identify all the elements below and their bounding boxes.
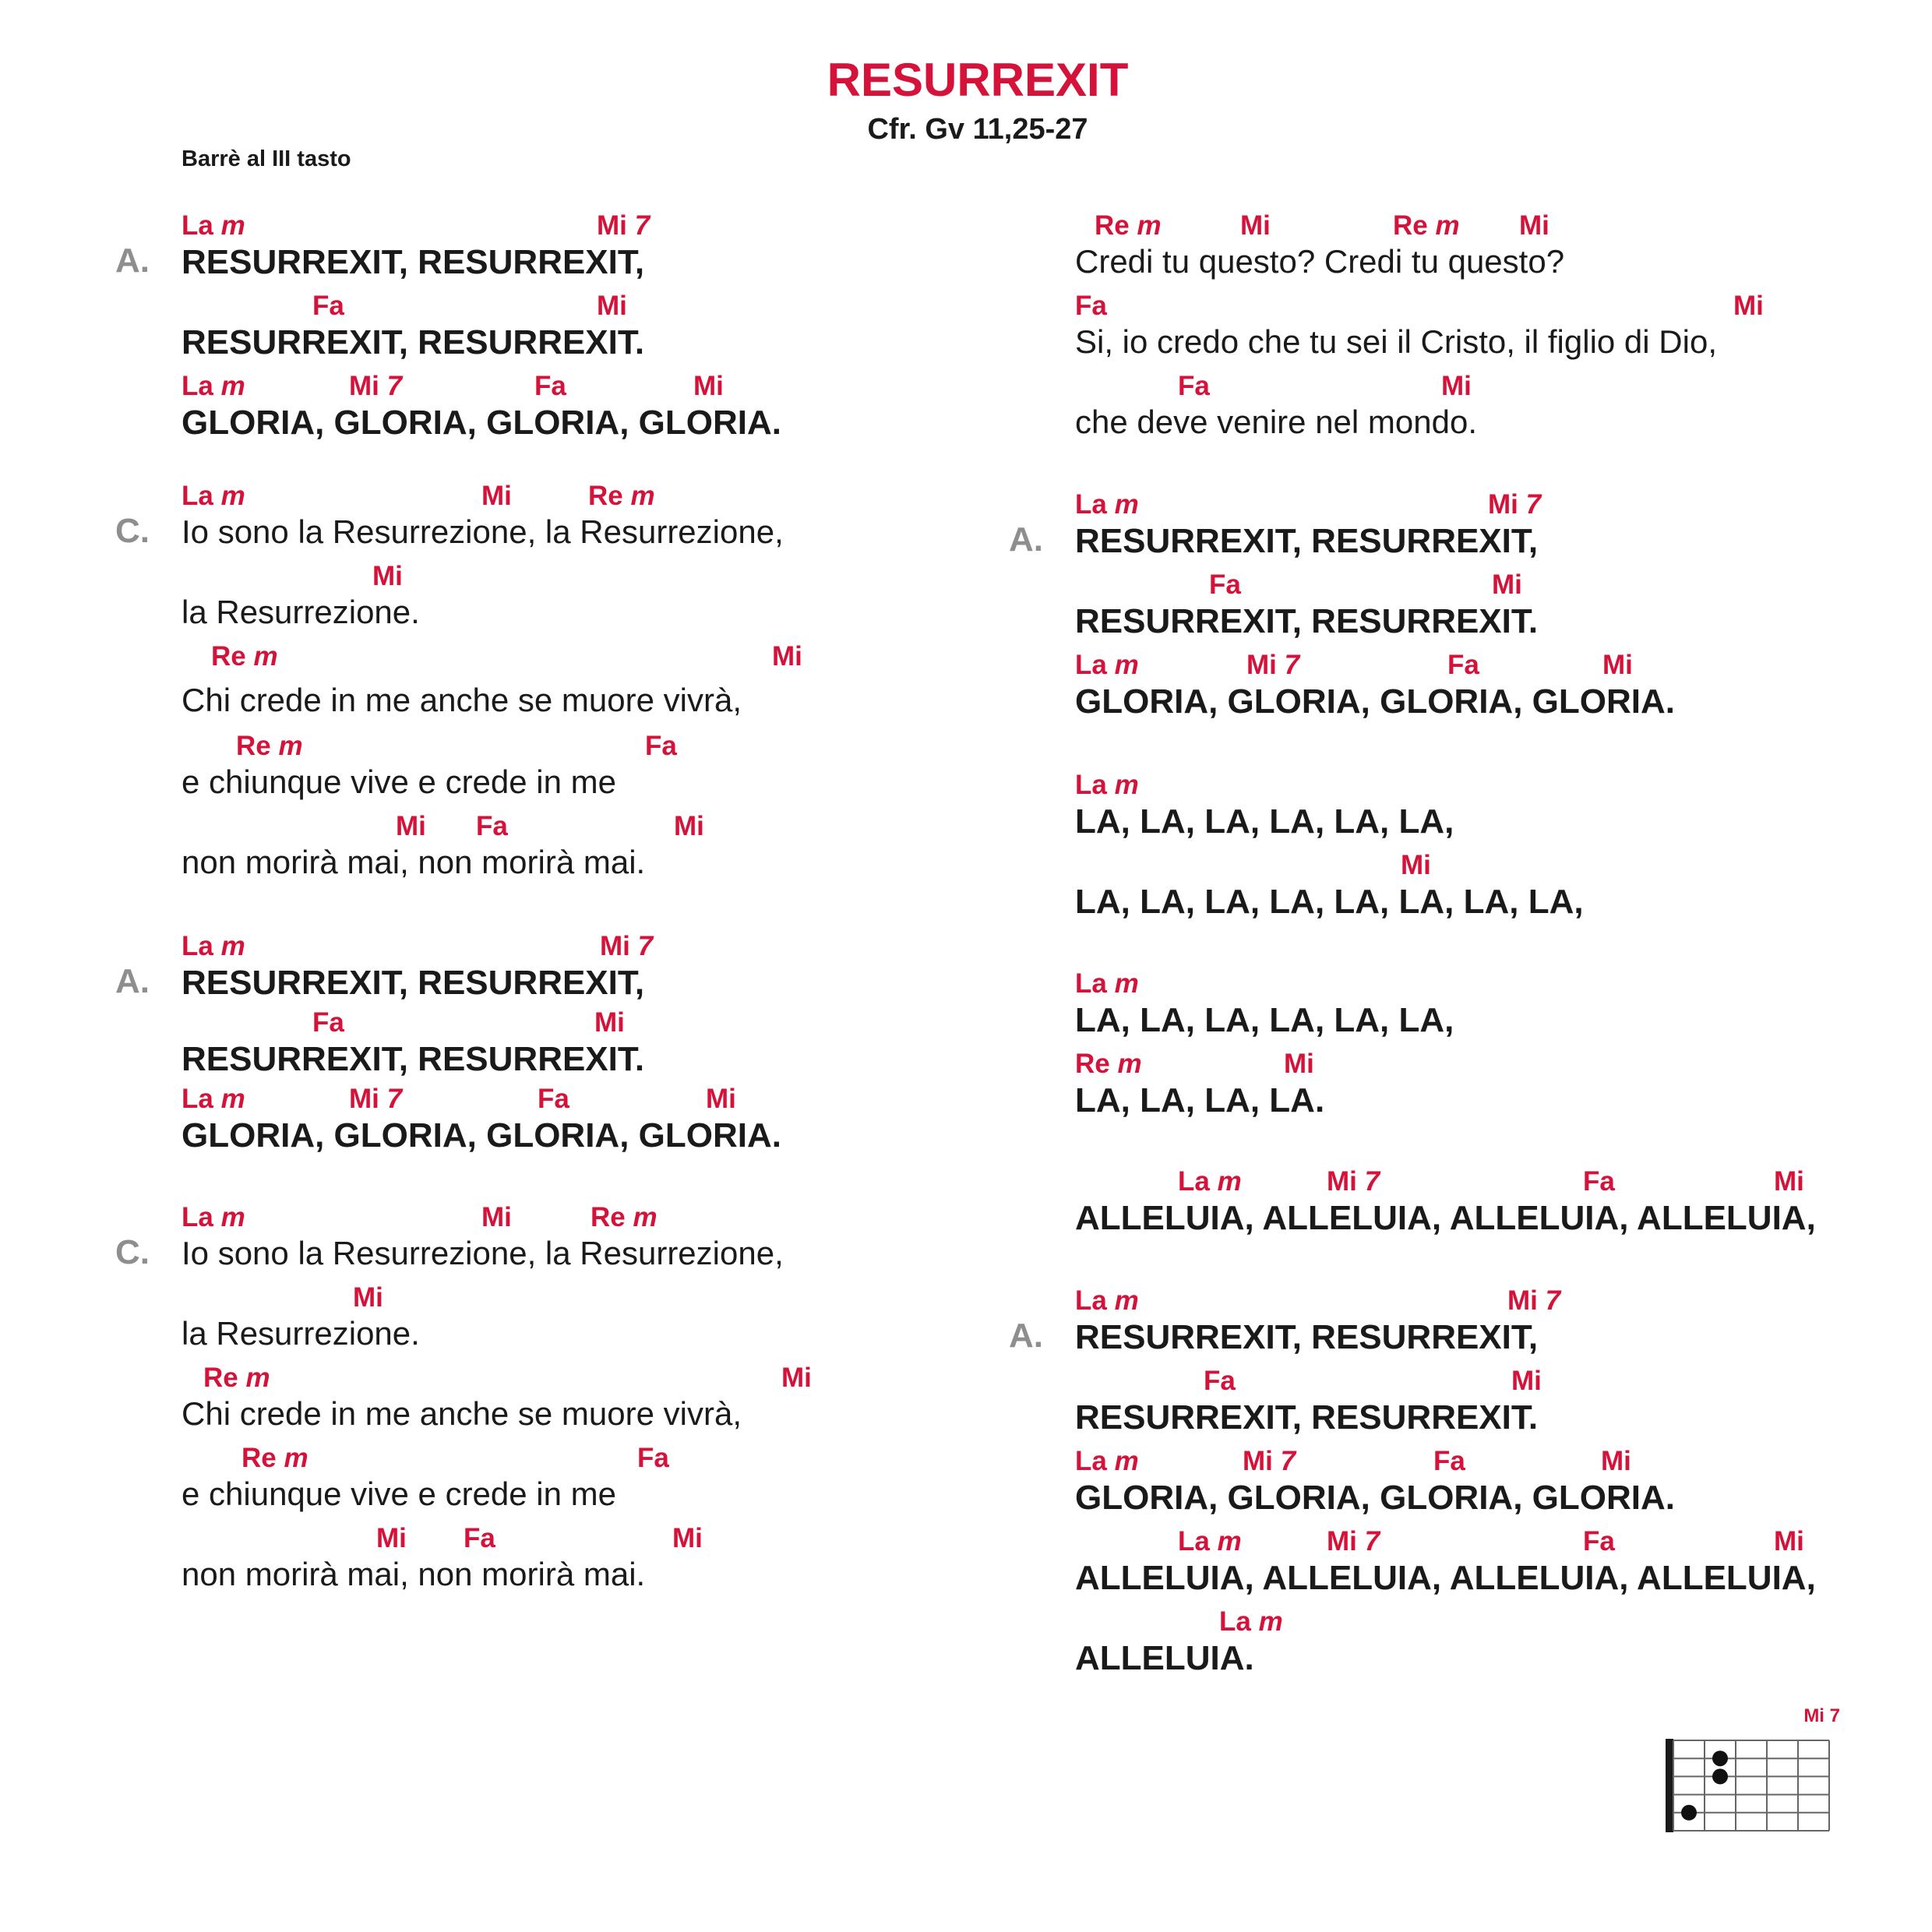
- chord-mi-7: Mi 7: [597, 210, 650, 241]
- chord-fa: Fa: [464, 1523, 495, 1553]
- scripture-reference: Cfr. Gv 11,25-27: [867, 113, 1088, 146]
- chord-mi-7: Mi 7: [1488, 489, 1542, 520]
- chord-row: [182, 931, 1116, 962]
- chord-mi: Mi: [672, 1523, 703, 1553]
- chord-re-m: Re m: [211, 641, 278, 672]
- lyric-text: la Resurrezione.: [182, 594, 420, 630]
- lyric-text: LA, LA, LA, LA, LA, LA,: [1075, 802, 1454, 841]
- chord-fa: Fa: [312, 291, 344, 321]
- chord-mi: Mi: [481, 481, 512, 511]
- chord-mi: Mi: [706, 1084, 736, 1114]
- lyric-text: non morirà mai, non morirà mai.: [182, 844, 646, 880]
- chord-mi: Mi: [1511, 1366, 1542, 1396]
- chord-re-m: Re m: [588, 481, 655, 511]
- chord-re-m: Re m: [236, 731, 303, 761]
- song-title: RESURREXIT: [827, 54, 1129, 106]
- lyric-text: Chi crede in me anche se muore vivrà,: [182, 682, 742, 718]
- chord-row: [182, 641, 1116, 672]
- capo-note: Barrè al III tasto: [182, 146, 351, 171]
- chord-row: [1075, 1049, 1932, 1080]
- chord-mi: Mi: [1602, 650, 1633, 680]
- chord-la-m: La m: [1178, 1166, 1242, 1197]
- lyric-text: la Resurrezione.: [182, 1315, 420, 1352]
- finger-dot: [1681, 1805, 1697, 1821]
- section-marker-a: A.: [1009, 520, 1043, 559]
- section-marker-a: A.: [1009, 1317, 1043, 1355]
- chord-la-m: La m: [1075, 770, 1139, 800]
- chord-fa: Fa: [637, 1443, 669, 1473]
- chord-mi-7: Mi 7: [1246, 650, 1300, 680]
- chord-row: [182, 1202, 1116, 1233]
- chord-la-m: La m: [182, 931, 245, 961]
- chord-row: [1075, 1285, 1932, 1317]
- chord-re-m: Re m: [1095, 210, 1162, 241]
- chord-row: [182, 731, 1116, 762]
- chord-row: [182, 1523, 1116, 1554]
- lyric-text: RESURREXIT, RESURREXIT,: [1075, 1318, 1539, 1356]
- chord-la-m: La m: [1075, 1446, 1139, 1476]
- chord-fa: Fa: [1583, 1526, 1615, 1557]
- chord-row: [182, 1007, 1116, 1038]
- chord-diagram-mi7: [1659, 1700, 1846, 1840]
- chord-mi: Mi: [674, 811, 704, 841]
- chord-re-m: Re m: [591, 1202, 658, 1232]
- chord-row: [1075, 371, 1932, 402]
- chord-fa: Fa: [645, 731, 677, 761]
- chord-fa: Fa: [1433, 1446, 1465, 1476]
- chord-la-m: La m: [182, 371, 245, 401]
- chord-mi-7: Mi 7: [600, 931, 654, 961]
- chord-mi: Mi: [1601, 1446, 1631, 1476]
- lyric-text: Io sono la Resurrezione, la Resurrezione,: [182, 513, 784, 550]
- chord-fa: Fa: [538, 1084, 569, 1114]
- chord-row: [1075, 210, 1932, 242]
- chord-row: [1075, 489, 1932, 520]
- lyric-text: Si, io credo che tu sei il Cristo, il figlio di Dio,: [1075, 323, 1717, 360]
- chord-re-m: Re m: [203, 1363, 270, 1393]
- chord-fa: Fa: [1447, 650, 1479, 680]
- chord-row: [1075, 850, 1932, 881]
- lyric-text: ALLELUIA, ALLELUIA, ALLELUIA, ALLELUIA,: [1075, 1199, 1816, 1237]
- chord-mi: Mi: [376, 1523, 407, 1553]
- lyric-text: LA, LA, LA, LA.: [1075, 1081, 1325, 1119]
- lyric-text: e chiunque vive e crede in me: [182, 763, 616, 800]
- chord-fa: Fa: [1204, 1366, 1236, 1396]
- chord-la-m: La m: [182, 481, 245, 511]
- lyric-text: che deve venire nel mondo.: [1075, 404, 1477, 440]
- chord-row: [182, 481, 1116, 512]
- chord-row: [1075, 770, 1932, 801]
- chord-fa: Fa: [534, 371, 566, 401]
- chord-fa: Fa: [1209, 569, 1241, 600]
- chord-mi: Mi: [597, 291, 627, 321]
- finger-dot: [1712, 1750, 1728, 1766]
- chord-mi-7: Mi 7: [349, 1084, 403, 1114]
- chord-mi: Mi: [481, 1202, 512, 1232]
- lyric-text: RESURREXIT, RESURREXIT,: [1075, 522, 1539, 560]
- chord-mi: Mi: [1284, 1049, 1314, 1079]
- chord-mi: Mi: [1774, 1166, 1804, 1197]
- section-marker-a: A.: [115, 242, 150, 280]
- chord-re-m: Re m: [1393, 210, 1460, 241]
- finger-dot: [1712, 1768, 1728, 1784]
- chord-row: [1075, 1366, 1932, 1397]
- chord-row: [1075, 1446, 1932, 1477]
- chord-row: [182, 1282, 1116, 1313]
- chord-fa: Fa: [1178, 371, 1210, 401]
- lyric-text: LA, LA, LA, LA, LA, LA,: [1075, 1001, 1454, 1039]
- chord-la-m: La m: [1075, 489, 1139, 520]
- lyric-text: RESURREXIT, RESURREXIT.: [182, 1040, 645, 1078]
- chord-mi: Mi: [1774, 1526, 1804, 1557]
- chord-mi: Mi: [594, 1007, 625, 1038]
- chord-row: [1075, 569, 1932, 601]
- chord-row: [182, 210, 1116, 242]
- chord-row: [182, 291, 1116, 322]
- chord-mi-7: Mi 7: [1507, 1285, 1561, 1316]
- lyric-text: RESURREXIT, RESURREXIT.: [1075, 1398, 1539, 1437]
- lyric-text: RESURREXIT, RESURREXIT.: [182, 323, 645, 361]
- chord-la-m: La m: [1219, 1606, 1283, 1637]
- chord-row: [182, 811, 1116, 842]
- lyric-text: ALLELUIA, ALLELUIA, ALLELUIA, ALLELUIA,: [1075, 1559, 1816, 1597]
- lyric-text: LA, LA, LA, LA, LA, LA, LA, LA,: [1075, 883, 1584, 921]
- section-marker-c: C.: [115, 1233, 150, 1271]
- chord-la-m: La m: [182, 1084, 245, 1114]
- lyric-text: Chi crede in me anche se muore vivrà,: [182, 1395, 742, 1432]
- chord-re-m: Re m: [1075, 1049, 1142, 1079]
- chord-mi: Mi: [772, 641, 802, 672]
- chord-mi: Mi: [372, 561, 403, 591]
- chord-mi: Mi: [1401, 850, 1431, 880]
- chord-row: [1075, 291, 1932, 322]
- chord-row: [182, 371, 1116, 402]
- chord-mi: Mi: [1240, 210, 1271, 241]
- lyric-text: GLORIA, GLORIA, GLORIA, GLORIA.: [182, 404, 781, 442]
- lyric-text: Credi tu questo? Credi tu questo?: [1075, 243, 1565, 280]
- chord-la-m: La m: [1178, 1526, 1242, 1557]
- lyric-text: RESURREXIT, RESURREXIT,: [182, 243, 645, 281]
- chord-row: [1075, 968, 1932, 999]
- chord-mi: Mi: [353, 1282, 383, 1313]
- lyric-text: RESURREXIT, RESURREXIT,: [182, 964, 645, 1002]
- lyric-text: GLORIA, GLORIA, GLORIA, GLORIA.: [1075, 1479, 1675, 1517]
- chord-diagram-svg: [1659, 1700, 1846, 1840]
- chord-la-m: La m: [1075, 650, 1139, 680]
- chord-row: [1075, 1166, 1932, 1197]
- chord-mi: Mi: [1519, 210, 1549, 241]
- chord-la-m: La m: [182, 1202, 245, 1232]
- lyric-text: Io sono la Resurrezione, la Resurrezione,: [182, 1235, 784, 1271]
- lyric-text: GLORIA, GLORIA, GLORIA, GLORIA.: [1075, 682, 1675, 721]
- chord-row: [1075, 1606, 1932, 1638]
- chord-la-m: La m: [1075, 968, 1139, 999]
- lyric-text: ALLELUIA.: [1075, 1639, 1254, 1677]
- section-marker-c: C.: [115, 512, 150, 550]
- chord-fa: Fa: [1583, 1166, 1615, 1197]
- chord-row: [1075, 1526, 1932, 1557]
- chord-diagram-label: Mi 7: [1803, 1705, 1840, 1726]
- chord-mi-7: Mi 7: [1327, 1166, 1380, 1197]
- chord-mi: Mi: [781, 1363, 812, 1393]
- chord-la-m: La m: [1075, 1285, 1139, 1316]
- chord-mi: Mi: [396, 811, 426, 841]
- lyric-text: RESURREXIT, RESURREXIT.: [1075, 602, 1539, 640]
- chord-la-m: La m: [182, 210, 245, 241]
- chord-mi-7: Mi 7: [1243, 1446, 1296, 1476]
- nut: [1666, 1739, 1673, 1832]
- chord-mi-7: Mi 7: [349, 371, 403, 401]
- chord-row: [1075, 650, 1932, 681]
- chord-fa: Fa: [1075, 291, 1107, 321]
- section-marker-a: A.: [115, 962, 150, 1000]
- chord-mi-7: Mi 7: [1327, 1526, 1380, 1557]
- lyric-text: e chiunque vive e crede in me: [182, 1475, 616, 1512]
- chord-fa: Fa: [476, 811, 508, 841]
- chord-mi: Mi: [1733, 291, 1764, 321]
- lyric-text: GLORIA, GLORIA, GLORIA, GLORIA.: [182, 1116, 781, 1155]
- chord-row: [182, 1443, 1116, 1474]
- lyric-text: non morirà mai, non morirà mai.: [182, 1556, 646, 1592]
- chord-mi: Mi: [693, 371, 724, 401]
- chord-mi: Mi: [1441, 371, 1472, 401]
- chord-fa: Fa: [312, 1007, 344, 1038]
- chord-re-m: Re m: [242, 1443, 308, 1473]
- chord-row: [182, 1363, 1116, 1394]
- chord-row: [182, 1084, 1116, 1115]
- chord-row: [182, 561, 1116, 592]
- chord-mi: Mi: [1492, 569, 1522, 600]
